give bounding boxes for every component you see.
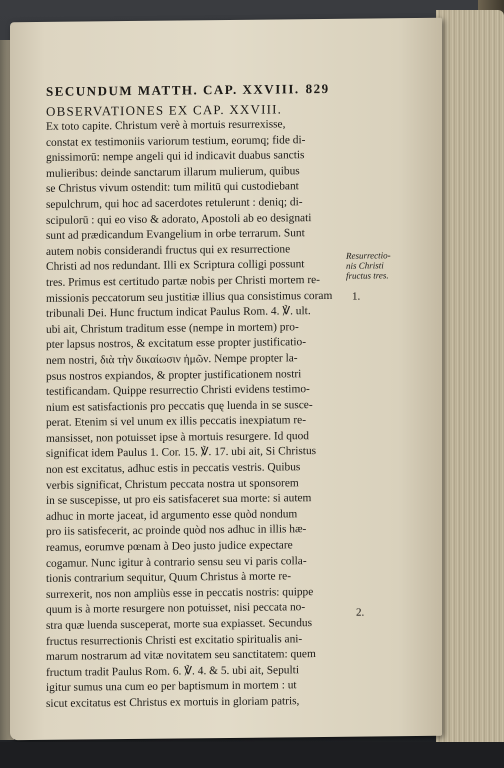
margin-note-line: fructus tres. <box>346 270 389 281</box>
text-line: se Christus vivum ostendit: tum militū qui custodiebant <box>46 180 299 196</box>
text-line: surrexerit, nos non ampliùs esse in peccatis nostris: quippe <box>46 585 314 601</box>
text-line: constat ex testimoniis variorum testium, eorumq; fide di- <box>46 133 306 149</box>
text-line: scipulorū : qui eo viso & adorato, Apostoli ab eo designati <box>46 211 312 227</box>
text-block <box>46 81 366 713</box>
text-line: tionis contrarium sequitur, Quum Christus à morte re- <box>46 570 292 586</box>
text-line: nium est satisfactionis pro peccatis quę luenda in se susce- <box>46 398 313 414</box>
text-line: perat. Etenim si vel unum ex illis peccatis inexpiatum re- <box>46 414 307 430</box>
text-line: significat idem Paulus 1. Cor. 15. ℣. 17. ubi ait, Si Christus <box>46 445 317 461</box>
text-line: psus nostros expiandos, & propter justificationem nostri <box>46 367 302 383</box>
text-line: pter lapsus nostros, & excitatum esse propter justificatio- <box>46 336 307 352</box>
text-line: testificandam. Quippe resurrectio Christi evidens testimo- <box>46 383 310 398</box>
text-line: quum is à morte resurgere non potuisset, nisi peccata no- <box>46 601 306 617</box>
text-line: adhuc in morte jaceat, id argumento esse quòd nondum <box>46 508 298 523</box>
running-head <box>46 81 366 100</box>
text-line: sicut excitatus est Christus ex mortuis in gloriam patris, <box>46 695 300 710</box>
text-line: cogamur. Nunc igitur à contrario sensu seu vi paris colla- <box>46 554 307 570</box>
text-line: ubi ait, Christum traditum esse (nempe in mortem) pro- <box>46 320 299 336</box>
margin-note-line: Resurrectio- <box>346 250 391 261</box>
margin-note-line: nis Christi <box>346 260 384 271</box>
text-line: mulieribus: deinde sanctarum illarum mulierum, quibus <box>46 165 300 180</box>
text-line: marum nostrarum ad vitæ novitatem seu sanctitatem: quem <box>46 648 316 664</box>
margin-number-2: 2. <box>356 606 365 619</box>
margin-number-1: 1. <box>352 290 361 303</box>
text-line: autem nobis considerandi fructus qui ex resurrectione <box>46 243 291 258</box>
book-page <box>10 18 442 741</box>
text-line: verbis significat, Christum peccata nostra ut sponsorem <box>46 476 299 492</box>
margin-note <box>346 250 426 281</box>
text-line: igitur sumus una cum eo per baptismum in mortem : ut <box>46 679 297 695</box>
text-line: fructum tradit Paulus Rom. 6. ℣. 4. & 5. ubi ait, Sepulti <box>46 664 299 679</box>
text-line: Christi ad nos redundant. Illi ex Scriptura colligi possunt <box>46 258 305 274</box>
text-line: gnissimorū: nempe angeli qui id indicavit duabus sanctis <box>46 149 305 165</box>
text-line: Ex toto capite. Christum verè à mortuis resurrexisse, <box>46 118 286 133</box>
text-line: missionis peccatorum seu justitiæ illius qua consistimus coram <box>46 289 333 305</box>
table-surface <box>0 742 504 768</box>
text-line: in se suscepisse, ut pro eis satisfaceret sua morte: si autem <box>46 492 312 508</box>
text-line: tribunali Dei. Hunc fructum indicat Paulus Rom. 4. ℣. ult. <box>46 305 311 321</box>
section-title: OBSERVATIONES EX CAP. XXVIII. <box>46 101 283 119</box>
text-line: sunt ad prædicandum Evangelium in orbe terrarum. Sunt <box>46 227 305 243</box>
text-line: tres. Primus est certitudo partæ nobis per Christi mortem re- <box>46 273 320 289</box>
text-line: sepulchrum, qui hoc ad sacerdotes retulerunt : deniq; di- <box>46 196 303 211</box>
text-line: reamus, eorumve pœnam à Deo justo judice expectare <box>46 539 293 554</box>
text-line: nem nostri, διὰ τὴν δικαίωσιν ἡμῶν. Nempe propter la- <box>46 352 298 367</box>
text-line: pro iis satisfecerit, ac proinde quòd nos adhuc in illis hæ- <box>46 523 307 539</box>
page-number: 829 <box>305 80 330 97</box>
body-text <box>46 117 366 713</box>
text-line: non est excitatus, adhuc estis in peccatis vestris. Quibus <box>46 461 301 476</box>
text-line: mansisset, non potuisset ipse à mortuis resurgere. Id quod <box>46 430 310 445</box>
text-line: stra quæ luenda susceperat, morte sua expiasset. Secundus <box>46 617 313 632</box>
text-line: fructus resurrectionis Christi est excitatio spiritualis ani- <box>46 632 303 648</box>
running-head-text: SECUNDUM MATTH. CAP. XXVIII. <box>46 81 300 99</box>
page-stack-edge <box>436 10 504 750</box>
